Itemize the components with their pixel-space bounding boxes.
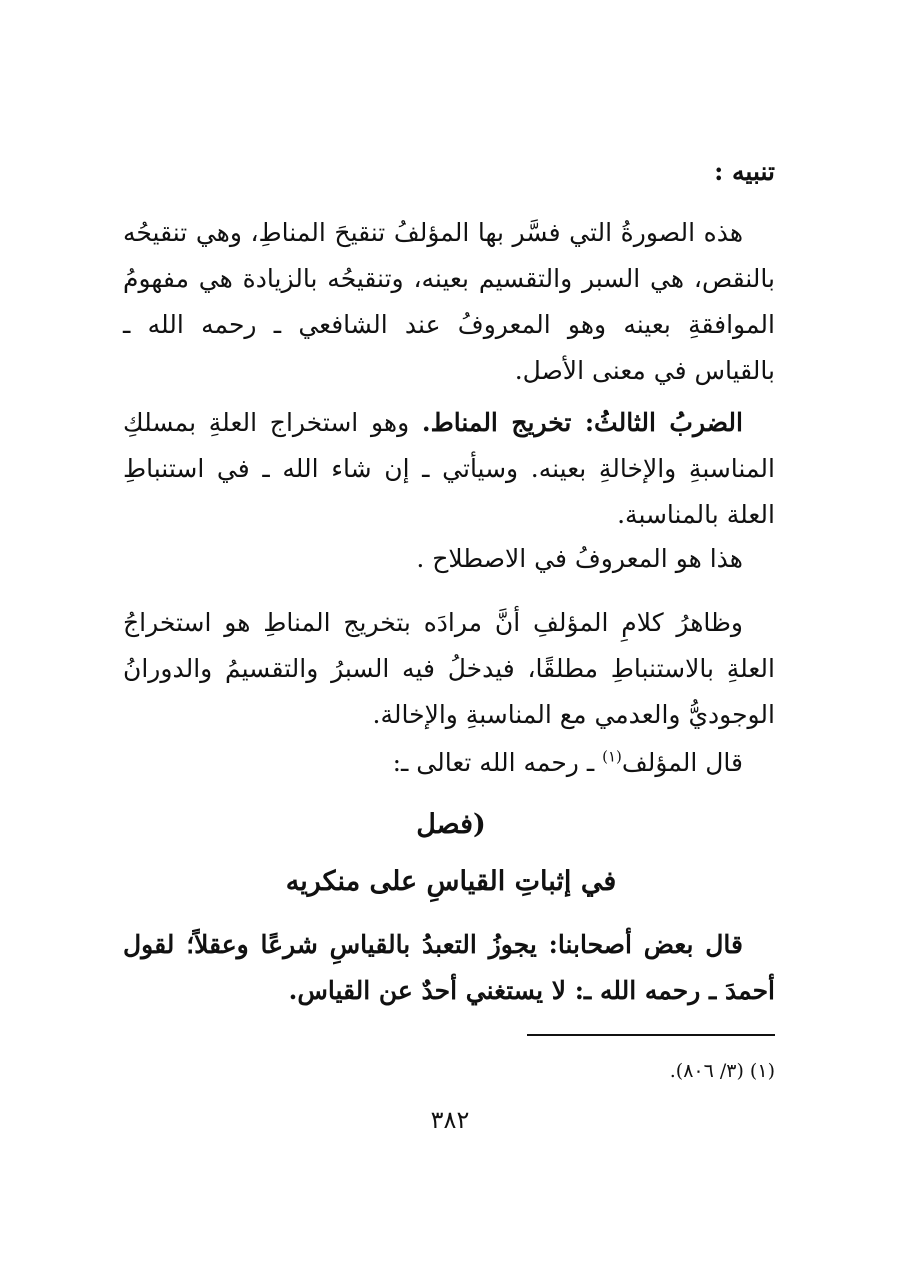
paragraph-4: وظاهرُ كلامِ المؤلفِ أنَّ مرادَه بتخريج المناطِ هو استخراجُ العلةِ بالاستنباطِ مطلقًا، فيدخلُ فيه السبرُ والتقسيمُ والدورانُ الوجوديُّ والعدمي مع المناسبةِ والإخالة. bbox=[123, 608, 775, 729]
footnote-ref: (١) bbox=[602, 747, 622, 766]
paragraph-2-rest: وهو استخراج العلةِ بمسلكِ المناسبةِ والإخالةِ بعينه. وسيأتي ـ إن شاء الله ـ في استنباطِ العلة بالمناسبة. bbox=[123, 408, 775, 529]
quote-intro bbox=[123, 740, 775, 786]
paragraph-2 bbox=[123, 400, 775, 538]
page-number: ٣٨٢ bbox=[430, 1106, 470, 1134]
footnote: (١) (٣/ ٨٠٦). bbox=[669, 1060, 775, 1082]
paragraph-2-lead: الضربُ الثالثُ: تخريج المناط. bbox=[421, 408, 743, 437]
paragraph-3: هذا هو المعروفُ في الاصطلاح . bbox=[416, 544, 743, 573]
quote-intro-text: قال المؤلف bbox=[621, 748, 743, 777]
note-heading: تنبيه : bbox=[714, 157, 775, 186]
section-subtitle: في إثباتِ القياسِ على منكريه bbox=[285, 866, 617, 897]
footnote-divider bbox=[527, 1034, 775, 1036]
paragraph-1: هذه الصورةُ التي فسَّر بها المؤلفُ تنقيحَ المناطِ، وهي تنقيحُه بالنقص، هي السبر والتقسيم بعينه، وتنقيحُه بالزيادة هي مفهومُ الموافقةِ بعينه وهو المعروفُ عند الشافعي ـ رحمه الله ـ بالقياس في معنى الأصل. bbox=[123, 218, 775, 385]
quote-intro-suffix: ـ رحمه الله تعالى ـ: bbox=[392, 748, 603, 777]
section-title: (فصل bbox=[416, 809, 486, 840]
paragraph-5: قال بعض أصحابنا: يجوزُ التعبدُ بالقياسِ شرعًا وعقلاً؛ لقول أحمدَ ـ رحمه الله ـ: لا يستغني أحدٌ عن القياس. bbox=[123, 930, 775, 1005]
